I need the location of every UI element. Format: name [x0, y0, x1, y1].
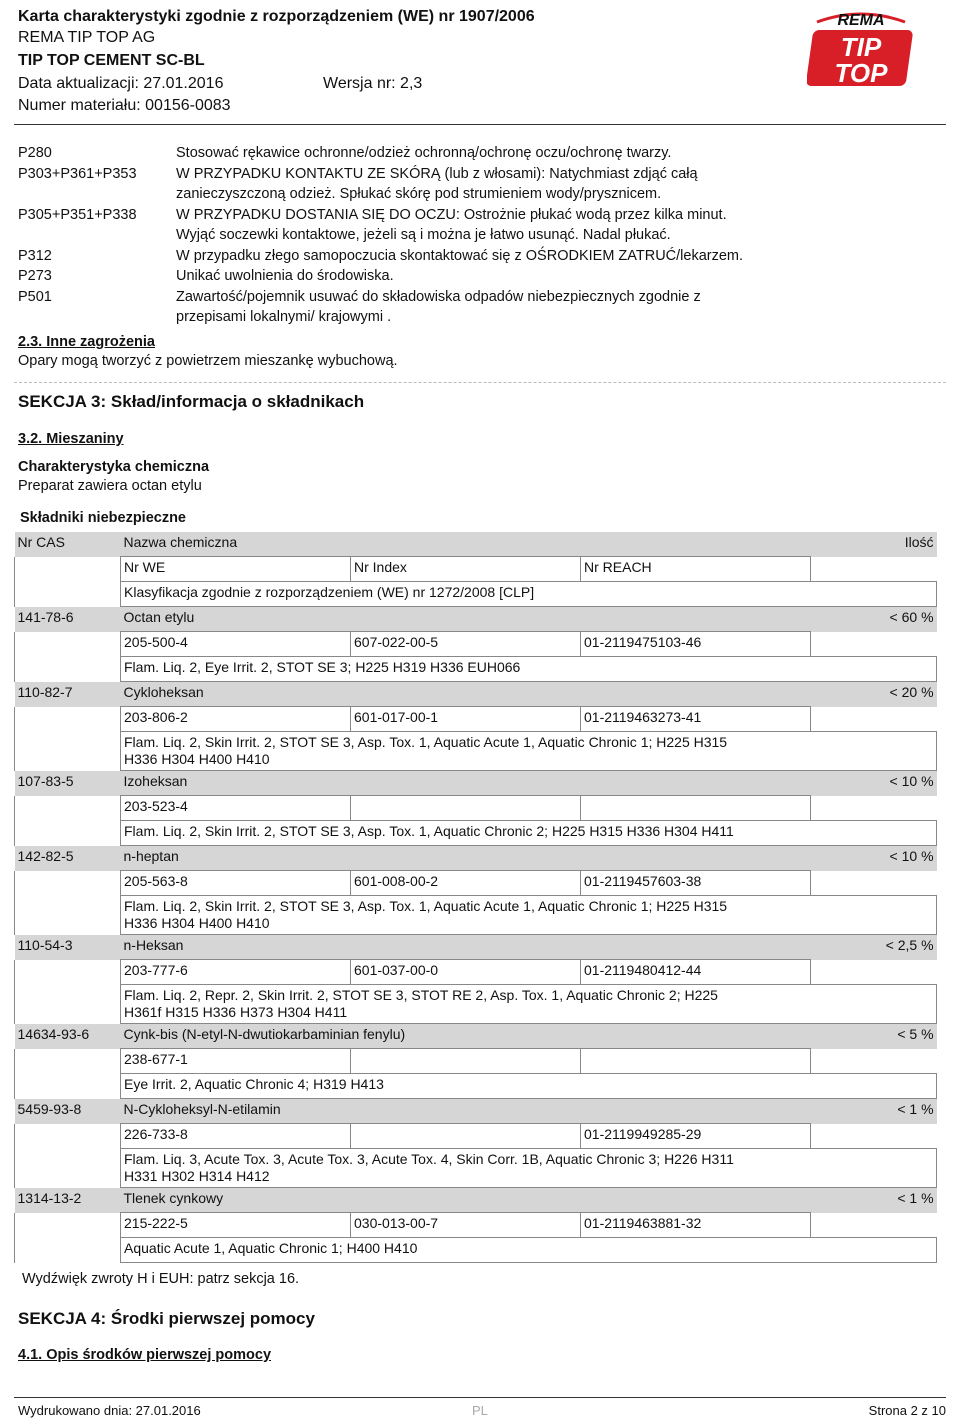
chemical-name: Izoheksan — [121, 771, 811, 796]
svg-text:TIP: TIP — [840, 32, 882, 62]
ingredient-ids-row — [15, 1124, 937, 1149]
clp-classification: Flam. Liq. 2, Eye Irrit. 2, STOT SE 3; H225 H319 H336 EUH066 — [121, 657, 937, 682]
ingredient-row — [15, 682, 937, 707]
ingredient-row — [15, 607, 937, 632]
document-title-line: Karta charakterystyki zgodnie z rozporządzeniem (WE) nr 1907/2006 — [18, 8, 535, 25]
header-reach: Nr REACH — [581, 557, 811, 582]
chem-char-title: Charakterystyka chemiczna — [18, 459, 210, 475]
rema-tip-top-logo — [807, 4, 915, 92]
reach-number: 01-2119457603-38 — [581, 871, 811, 896]
chemical-name: Cynk-bis (N-etyl-N-dwutiokarbaminian fenylu) — [121, 1024, 811, 1049]
table-header-row — [15, 557, 937, 582]
footer-divider — [14, 1397, 946, 1398]
svg-text:REMA: REMA — [837, 12, 885, 29]
quantity: < 10 % — [811, 771, 937, 796]
ingredients-table — [14, 532, 937, 1263]
chemical-name: Tlenek cynkowy — [121, 1188, 811, 1213]
clp-classification: Flam. Liq. 2, Skin Irrit. 2, STOT SE 3, Asp. Tox. 1, Aquatic Acute 1, Aquatic Chronic 1; H225 H315 H336 H304 H400 H410 — [121, 896, 937, 935]
cas-number: 142-82-5 — [15, 846, 121, 871]
clp-classification: Flam. Liq. 2, Skin Irrit. 2, STOT SE 3, Asp. Tox. 1, Aquatic Acute 1, Aquatic Chronic 1; H225 H315 H336 H304 H400 H410 — [121, 732, 937, 771]
ingredient-clp-row — [15, 896, 937, 935]
ingredient-clp-row — [15, 1149, 937, 1188]
clp-classification: Eye Irrit. 2, Aquatic Chronic 4; H319 H413 — [121, 1074, 937, 1099]
section4-title: SEKCJA 4: Środki pierwszej pomocy — [18, 1309, 315, 1328]
ec-number: 203-806-2 — [121, 707, 351, 732]
company-name: REMA TIP TOP AG — [18, 29, 156, 46]
header-qty: Ilość — [811, 532, 937, 557]
language-code: PL — [472, 1403, 488, 1418]
precaution-code: P312 — [18, 247, 52, 264]
reach-number — [581, 1049, 811, 1074]
index-number: 601-017-00-1 — [351, 707, 581, 732]
index-number: 601-008-00-2 — [351, 871, 581, 896]
product-name: TIP TOP CEMENT SC-BL — [18, 52, 205, 69]
precaution-text: Stosować rękawice ochronne/odzież ochronną/ochronę oczu/ochronę twarzy. — [176, 145, 672, 161]
quantity: < 60 % — [811, 607, 937, 632]
precaution-code: P305+P351+P338 — [18, 206, 137, 223]
index-number: 601-037-00-0 — [351, 960, 581, 985]
header-divider — [14, 124, 946, 125]
quantity: < 20 % — [811, 682, 937, 707]
quantity: < 5 % — [811, 1024, 937, 1049]
index-number — [351, 796, 581, 821]
ingredient-row — [15, 1188, 937, 1213]
cas-number: 110-82-7 — [15, 682, 121, 707]
index-number — [351, 1049, 581, 1074]
reach-number: 01-2119480412-44 — [581, 960, 811, 985]
quantity: < 1 % — [811, 1099, 937, 1124]
reach-number: 01-2119463273-41 — [581, 707, 811, 732]
update-date: Data aktualizacji: 27.01.2016 — [18, 75, 224, 92]
version-number: Wersja nr: 2,3 — [323, 75, 423, 92]
chemical-name: Cykloheksan — [121, 682, 811, 707]
ingredient-clp-row — [15, 1074, 937, 1099]
chemical-name: n-Heksan — [121, 935, 811, 960]
clp-classification: Flam. Liq. 3, Acute Tox. 3, Acute Tox. 3, Acute Tox. 4, Skin Corr. 1B, Aquatic Chronic 3; H226 H311 H331 H302 H314 H412 — [121, 1149, 937, 1188]
table-header-row — [15, 532, 937, 557]
section3-title: SEKCJA 3: Skład/informacja o składnikach — [18, 392, 365, 411]
ingredient-ids-row — [15, 960, 937, 985]
ingredient-ids-row — [15, 707, 937, 732]
precaution-text: przepisami lokalnymi/ krajowymi . — [176, 309, 392, 325]
ingredient-row — [15, 935, 937, 960]
header-we: Nr WE — [121, 557, 351, 582]
precaution-text: W przypadku złego samopoczucia skontaktować się z OŚRODKIEM ZATRUĆ/lekarzem. — [176, 247, 744, 264]
precaution-text: W PRZYPADKU DOSTANIA SIĘ DO OCZU: Ostrożnie płukać wodą przez kilka minut. — [176, 206, 727, 223]
chemical-name: n-heptan — [121, 846, 811, 871]
cas-number: 110-54-3 — [15, 935, 121, 960]
header-index: Nr Index — [351, 557, 581, 582]
precaution-text: W PRZYPADKU KONTAKTU ZE SKÓRĄ (lub z włosami): Natychmiast zdjąć całą — [176, 165, 698, 182]
reach-number: 01-2119475103-46 — [581, 632, 811, 657]
ec-number: 205-500-4 — [121, 632, 351, 657]
ingredient-clp-row — [15, 1238, 937, 1263]
hazardous-components-title: Składniki niebezpieczne — [20, 510, 186, 526]
ingredient-clp-row — [15, 985, 937, 1024]
ec-number: 238-677-1 — [121, 1049, 351, 1074]
clp-classification: Flam. Liq. 2, Skin Irrit. 2, STOT SE 3, Asp. Tox. 1, Aquatic Chronic 2; H225 H315 H336 H304 H411 — [121, 821, 937, 846]
index-number: 030-013-00-7 — [351, 1213, 581, 1238]
ingredient-ids-row — [15, 1049, 937, 1074]
clp-classification: Flam. Liq. 2, Repr. 2, Skin Irrit. 2, STOT SE 3, STOT RE 2, Asp. Tox. 1, Aquatic Chronic 2; H225 H361f H315 H336 H373 H304 H411 — [121, 985, 937, 1024]
ec-number: 203-777-6 — [121, 960, 351, 985]
precaution-text: Wyjąć soczewki kontaktowe, jeżeli są i można je łatwo usunąć. Nadal płukać. — [176, 227, 671, 243]
ec-number: 226-733-8 — [121, 1124, 351, 1149]
chem-char-text: Preparat zawiera octan etylu — [18, 478, 202, 494]
ingredient-ids-row — [15, 632, 937, 657]
header-cas: Nr CAS — [15, 532, 121, 557]
ingredient-ids-row — [15, 1213, 937, 1238]
ingredient-ids-row — [15, 871, 937, 896]
reach-number: 01-2119463881-32 — [581, 1213, 811, 1238]
precaution-text: Zawartość/pojemnik usuwać do składowiska odpadów niebezpiecznych zgodnie z — [176, 288, 701, 305]
cas-number: 141-78-6 — [15, 607, 121, 632]
cas-number: 107-83-5 — [15, 771, 121, 796]
ingredient-row — [15, 846, 937, 871]
precaution-text: Unikać uwolnienia do środowiska. — [176, 268, 394, 284]
precaution-code: P280 — [18, 145, 52, 161]
quantity: < 1 % — [811, 1188, 937, 1213]
precaution-text: zanieczyszczoną odzież. Spłukać skórę pod strumieniem wody/prysznicem. — [176, 186, 662, 202]
other-hazards-title: 2.3. Inne zagrożenia — [18, 334, 155, 350]
index-number: 607-022-00-5 — [351, 632, 581, 657]
reach-number — [581, 796, 811, 821]
h-phrases-note: Wydźwięk zwroty H i EUH: patrz sekcja 16. — [22, 1271, 300, 1287]
clp-classification: Aquatic Acute 1, Aquatic Chronic 1; H400 H410 — [121, 1238, 937, 1263]
material-number: Numer materiału: 00156-0083 — [18, 97, 231, 114]
header-name: Nazwa chemiczna — [121, 532, 811, 557]
ec-number: 205-563-8 — [121, 871, 351, 896]
ingredient-ids-row — [15, 796, 937, 821]
mixtures-subtitle: 3.2. Mieszaniny — [18, 431, 124, 447]
other-hazards-text: Opary mogą tworzyć z powietrzem mieszankę wybuchową. — [18, 353, 398, 369]
page-number: Strona 2 z 10 — [868, 1403, 946, 1418]
section-divider — [14, 382, 946, 383]
chemical-name: N-Cykloheksyl-N-etilamin — [121, 1099, 811, 1124]
reach-number: 01-2119949285-29 — [581, 1124, 811, 1149]
quantity: < 10 % — [811, 846, 937, 871]
svg-text:TOP: TOP — [834, 58, 888, 88]
index-number — [351, 1124, 581, 1149]
cas-number: 5459-93-8 — [15, 1099, 121, 1124]
ingredient-clp-row — [15, 732, 937, 771]
precaution-code: P303+P361+P353 — [18, 165, 137, 182]
ingredient-clp-row — [15, 821, 937, 846]
chemical-name: Octan etylu — [121, 607, 811, 632]
print-date: Wydrukowano dnia: 27.01.2016 — [18, 1403, 201, 1418]
precaution-code: P273 — [18, 268, 52, 284]
quantity: < 2,5 % — [811, 935, 937, 960]
cas-number: 14634-93-6 — [15, 1024, 121, 1049]
ingredient-row — [15, 1099, 937, 1124]
ingredient-clp-row — [15, 657, 937, 682]
ec-number: 215-222-5 — [121, 1213, 351, 1238]
precaution-code: P501 — [18, 288, 52, 305]
ingredient-row — [15, 1024, 937, 1049]
ingredient-row — [15, 771, 937, 796]
first-aid-subtitle: 4.1. Opis środków pierwszej pomocy — [18, 1347, 272, 1363]
header-clp: Klasyfikacja zgodnie z rozporządzeniem (WE) nr 1272/2008 [CLP] — [121, 582, 937, 607]
cas-number: 1314-13-2 — [15, 1188, 121, 1213]
ec-number: 203-523-4 — [121, 796, 351, 821]
table-header-row — [15, 582, 937, 607]
